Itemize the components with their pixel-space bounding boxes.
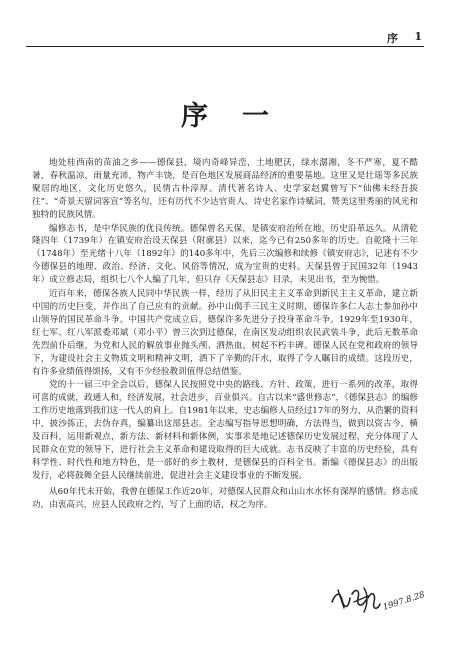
paragraph-2: 编修志书，是中华民族的优良传统。德保曾名天保，是镇安府治所在地，历史沿革远久。从清乾隆四年（1739年）在镇安府治设天保县（附廓县）以来，迄今已有250多年的历史。自乾隆十三年（1748年）至光绪十八年（1892年）的140多年中，先后三次编修和续修《镇安府志》，记述有不少今德保县的地理、政治、经济、文化、风俗等情况，成为宝贵的史料。天保县曾于民国32年（1943年）成立修志局，组织七八个人编了几年，但只存《天保县志》目录，未见出书，至为惋惜。 <box>32 223 418 286</box>
signature-date: 1997.8.28 <box>381 589 427 613</box>
running-header <box>26 28 424 47</box>
chapter-title: 序一 <box>181 101 303 132</box>
running-header-title: 序 <box>387 32 400 45</box>
handwritten-signature <box>328 580 428 620</box>
preface-body <box>32 157 418 512</box>
paragraph-5: 从60年代末开始，我曾在德保工作近20年，对德保人民群众和山山水水怀有深厚的感情。修志成功，由衷高兴，应县人民政府之约，写了上面的话，权之为序。 <box>32 486 418 510</box>
signature-image <box>328 580 428 620</box>
paragraph-4: 党的十一届三中全会以后，德保人民按照党中央的路线、方针、政策，进行一系列的改革，取得可喜的成就，政通人和，经济发展，社会进步，百业俱兴。自古以来“盛世修志”，《德保县志》的编修工作历史地落到我们这一代人的肩上。自1981年以来，史志编修人员经过17年的努力，从浩繁的资料中，披沙拣正，去伪存真，编纂出这部县志。全志编写指导思想明确，方法得当，做到以资古今，横及百科，运用新观点，新方法、新材料和新体例，实事求是地记述德保历史发展过程，充分体现了人民群众在党的领导下，进行社会主义革命和建设取得的巨大成就。志书反映了丰富的历史经验，具有科学性、时代性和地方特色，是一部好的乡土教材，是德保县的百科全书。新编《德保县志》的出版发行，必将鼓舞全县人民继续前进，促进社会主义建设事业的不断发展。 <box>32 380 418 481</box>
paragraph-1: 地处桂西南的苗油之乡——德保县，境内奇峰异峦，土地肥沃，绿水潺湘，冬不严寒，夏不酷暑，春秋温凉，雨量充沛，物产丰饶，是百色地区发展商品经济的重要基地。这里又是壮瑶等多民族聚居的地区，文化历史悠久，民情古朴淳厚。清代著名诗人、史学家赵翼曾写下“仙佛未经吾拔往”、“奇景天留词客宣”等名句，还有历代不少达官贵人、诗史名家作诗赋词，赞美这里秀丽的风光和独特的民族风情。 <box>32 158 418 220</box>
page-number: 1 <box>414 30 422 43</box>
paragraph-3: 近百年来，德保各族人民同中华民族一样，经历了从旧民主主义革命到新民主主义革命，建立新中国的历史巨变，并作出了自己应有的贡献。孙中山偈手三民主义时期，德保许多仁人志士参加孙中山领导的国民革命斗争。中国共产党成立后，德保许多先进分子投身革命斗争。1929年至1930年，红七军、红八军派委邓斌（邓小平）曾三次到过德保，在南区发动组织农民武装斗争，此后无数革命先烈前仆后继，为党和人民的解放事业抛头颅、洒热血，树起不朽丰碑。德保人民在党和政府的领导下，为建设社会主义物质文明和精神文明，洒下了辛勤的汗水，取得了令人瞩目的成绩。这段历史，有许多业绩值得颂扬，又有不少经验教训值得总结借鉴。 <box>32 289 418 377</box>
